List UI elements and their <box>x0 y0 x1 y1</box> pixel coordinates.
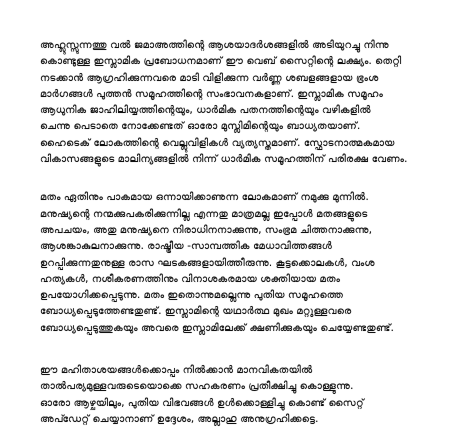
text-line: മനുഷ്യന്റെ നന്മക്കുപകരിക്കുന്നില്ല എന്നതു മാത്രമല്ല ഇപ്പോൾ മതങ്ങളുടെ <box>40 208 368 220</box>
text-line: ഉറപ്പിക്കുന്നതുനുള്ള രാസ ഘടകങ്ങളായിത്തീരുന്നു. കൂട്ടക്കൊലകൾ, വംശ <box>40 257 375 269</box>
text-line: കൊണ്ടുള്ള ഇസ്ലാമിക പ്രബോധനമാണ് ഈ വെബ് സൈറ്റിന്റെ ലക്ഷ്യം. തെറ്റി <box>40 56 402 68</box>
intro-paragraph <box>40 38 442 168</box>
text-line: വികാസങ്ങളുടെ മാലിന്യങ്ങളിൽ നിന്ന് ധാർമിക സമൂഹത്തിന് പരിരക്ഷ വേണം. <box>40 154 408 166</box>
text-line: മതം ഏതിനും പാകമായ ഒന്നായിക്കാണുന്ന ലോകമാണ് നമുക്കു മുന്നിൽ. <box>40 192 369 204</box>
text-line: ചെന്നു പെടാതെ നോക്കേണ്ടത് ഓരോ മുസ്ലിമിന്റെയും ബാധ്യതയാണ്. <box>40 121 361 133</box>
text-line: ഉപയോഗിക്കപ്പെടുന്നു. മതം ഇതൊന്നുമല്ലെന്നു പുതിയ സമൂഹത്തെ <box>40 290 344 302</box>
text-line: ഹത്യകൾ, നശീകരണത്തിനും വിനാശകരമായ ശക്തിയായ മതം <box>40 273 341 285</box>
text-line: ആധുനിക ജാഹിലിയ്യത്തിന്റെയും, ധാർമിക പതനത്തിന്റെയും വഴികളിൽ <box>40 105 371 117</box>
text-line: അപ്ഡേറ്റ് ചെയ്യാനാണ് ഉദ്ദേശം, അല്ലാഹു അനുഗ്രഹിക്കട്ടെ. <box>40 413 319 425</box>
text-line: ഈ മഹിതാശയങ്ങൾക്കൊപ്പം നിൽക്കാൻ മാനവികതയിൽ <box>40 365 313 377</box>
text-line: മാർഗങ്ങൾ പുത്തൻ സമൂഹത്തിന്റെ സംഭാവനകളാണ്. ഇസ്ലാമിക സമൂഹം <box>40 88 383 100</box>
text-line: ഹൈടെക് ലോകത്തിന്റെ വെല്ലുവിളികൾ വ്യത്യസ്തമാണ്. സ്ഫോടനാത്മകമായ <box>40 137 395 149</box>
religion-paragraph <box>40 190 442 337</box>
paragraph-spacer <box>40 168 442 190</box>
text-line: ആശങ്കാകുലനാക്കുന്നു. രാഷ്ട്രീയ -സാമ്പത്തിക മേധാവിത്തങ്ങൾ <box>40 241 333 253</box>
text-line: ഓരോ ആഴ്ചയിലും, പുതിയ വിഭവങ്ങൾ ഉൾക്കൊള്ളിച്ചു കൊണ്ട് സൈറ്റ് <box>40 397 364 409</box>
closing-paragraph <box>40 363 442 428</box>
paragraph-spacer <box>40 337 442 363</box>
text-line: ബോധ്യപ്പെടുത്തേണ്ടതുണ്ട്. ഇസ്ലാമിന്റെ യഥാർത്ഥ മുഖം മറ്റുള്ളവരെ <box>40 306 352 318</box>
text-line: നടക്കാൻ ആഗ്രഹിക്കുന്നവരെ മാടി വിളിക്കുന്ന വർണ്ണ ശബളങ്ങളായ ഭ്രംശ <box>40 72 379 84</box>
text-line: ബോധ്യപ്പെടുത്തുകയും അവരെ ഇസ്ലാമിലേക്ക് ക്ഷണിക്കുകയും ചെയ്യേണ്ടതുണ്ട്. <box>40 322 394 334</box>
text-line: അപചയം, അതു മനുഷ്യനെ നിരാധിനനാക്കുന്നു, സംഭ്രമ ചിത്തനാക്കുന്നു, <box>40 224 373 236</box>
text-line: അഹ്ലുസ്സുന്നത്തു വൽ ജമാഅത്തിന്റെ ആശയാദർശങ്ങളിൽ അടിയുറച്ചു നിന്നു <box>40 40 389 51</box>
text-line: താൽപര്യമുള്ളവരുടെയൊക്കെ സഹകരണം പ്രതീക്ഷിച്ചു കൊള്ളുന്നു. <box>40 381 354 393</box>
